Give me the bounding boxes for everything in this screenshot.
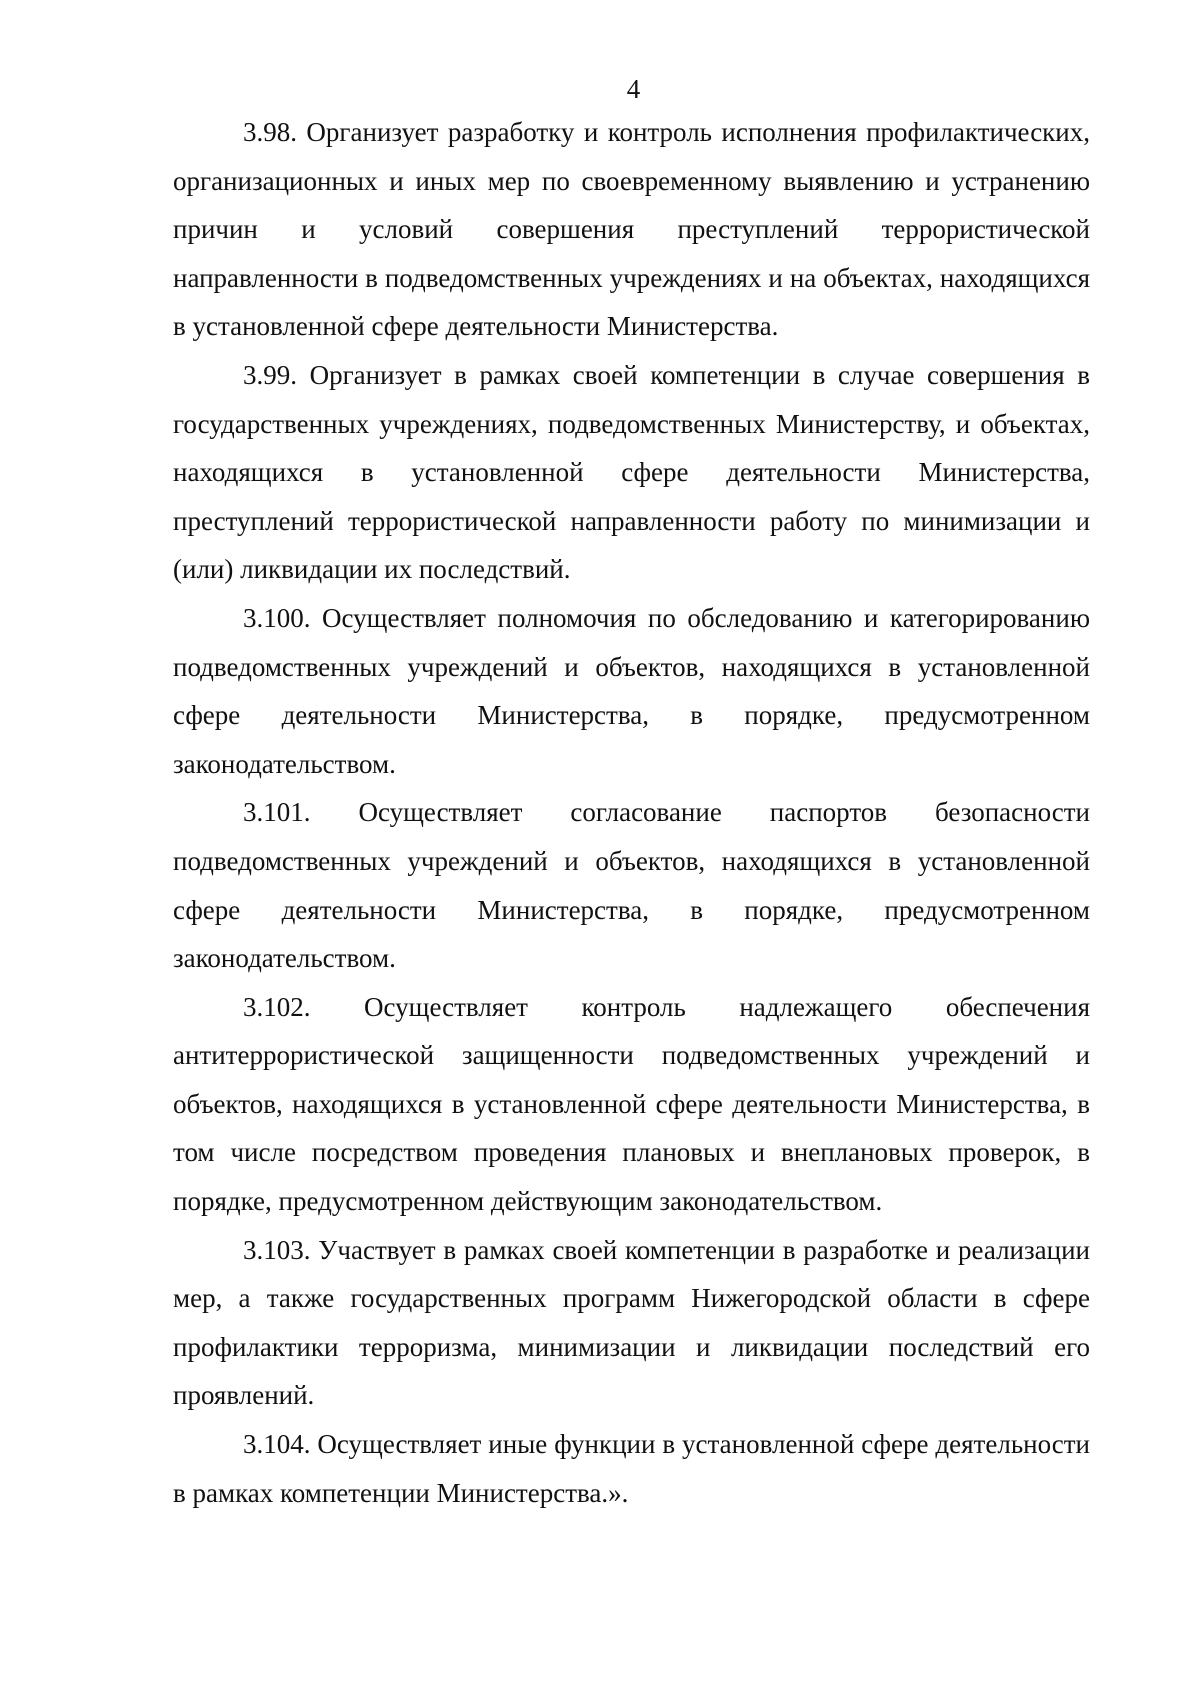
paragraph-3-104: 3.104. Осуществляет иные функции в установленной сфере деятельности в рамках компетенции Министерства.». bbox=[173, 1429, 1090, 1508]
paragraph-3-99: 3.99. Организует в рамках своей компетенции в случае совершения в государственных учреждениях, подведомственных Министерству, и объектах, находящихся в установленной сфере деятельности Министерства, преступлений террористической направленности работу по минимизации и (или) ликвидации их последствий. bbox=[173, 359, 1090, 585]
paragraph-3-98: 3.98. Организует разработку и контроль исполнения профилактических, организационных и иных мер по своевременному выявлению и устранению причин и условий совершения преступлений террористической направленности в подведомственных учреждениях и на объектах, находящихся в установленной сфере деятельности Министерства. bbox=[173, 117, 1090, 342]
paragraph-3-103: 3.103. Участвует в рамках своей компетенции в разработке и реализации мер, а также государственных программ Нижегородской области в сфере профилактики терроризма, минимизации и ликвидации последствий его проявлений. bbox=[173, 1234, 1090, 1411]
paragraph-3-101: 3.101. Осуществляет согласование паспортов безопасности подведомственных учреждений и объектов, находящихся в установленной сфере деятельности Министерства, в порядке, предусмотренном законодательством. bbox=[173, 797, 1090, 974]
page-number: 4 bbox=[626, 74, 641, 104]
document-page bbox=[173, 70, 1090, 1517]
paragraph-3-102: 3.102. Осуществляет контроль надлежащего обеспечения антитеррористической защищенности подведомственных учреждений и объектов, находящихся в установленной сфере деятельности Министерства, в том числе посредством проведения плановых и внеплановых проверок, в порядке, предусмотренном действующим законодательством. bbox=[173, 991, 1090, 1217]
paragraph-3-100: 3.100. Осуществляет полномочия по обследованию и категорированию подведомственных учреждений и объектов, находящихся в установленной сфере деятельности Министерства, в порядке, предусмотренном законодательством. bbox=[173, 602, 1090, 779]
